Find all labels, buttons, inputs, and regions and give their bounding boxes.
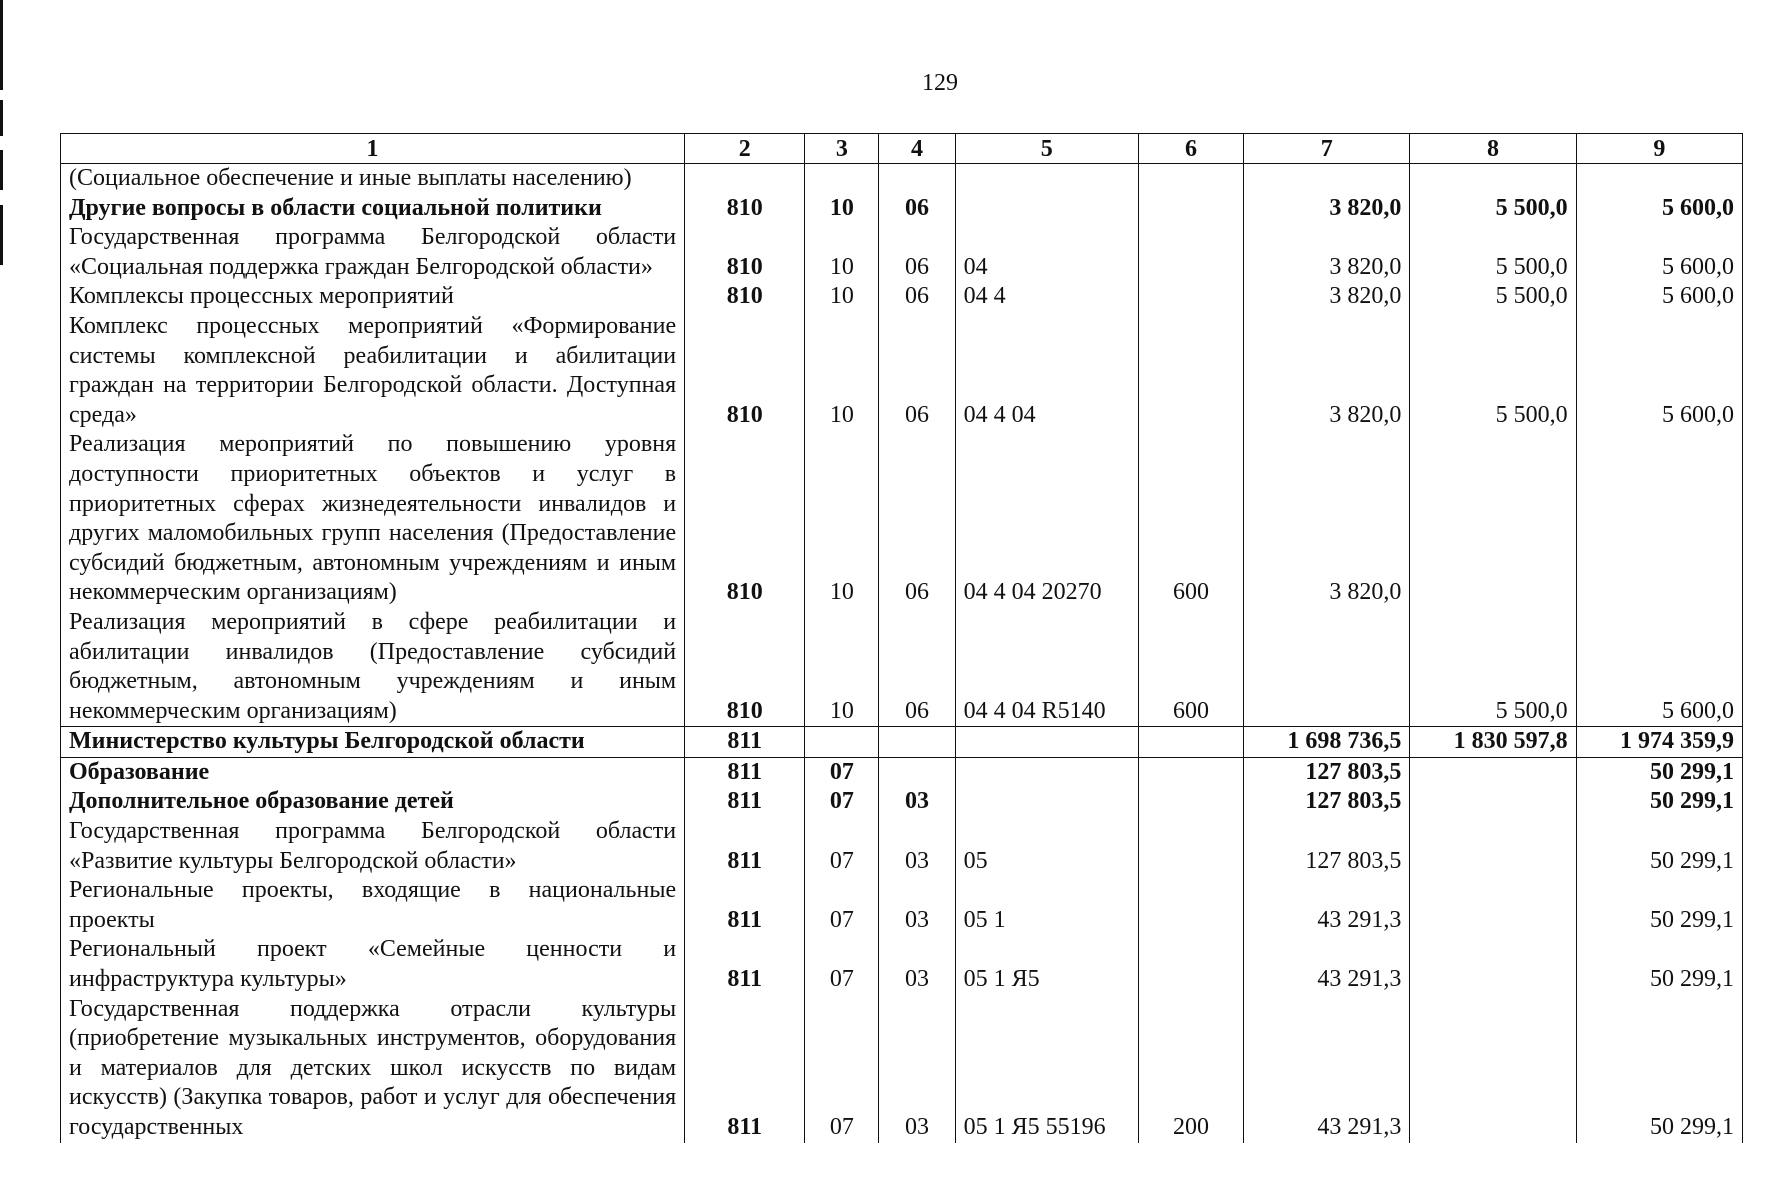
- expense-type-cell: [1138, 757, 1243, 787]
- section-cell: 10: [805, 312, 879, 430]
- amount-year2-cell: 5 500,0: [1410, 223, 1576, 282]
- section-cell: 07: [805, 935, 879, 994]
- expense-type-cell: [1138, 164, 1243, 194]
- table-header: [61, 134, 1743, 164]
- scan-margin-line: [0, 150, 3, 190]
- section-cell: 07: [805, 995, 879, 1143]
- amount-year1-cell: 3 820,0: [1244, 194, 1410, 224]
- section-cell: 07: [805, 757, 879, 787]
- description-cell: Реализация мероприятий по повышению уровня доступности приоритетных объектов и услуг в приоритетных сферах жизнедеятельности инвалидов и других маломобильных групп населения (Предоставление субсидий бюджетным, автономным учреждениям и иным некоммерческим организациям): [61, 430, 685, 608]
- amount-year1-cell: 3 820,0: [1244, 430, 1410, 608]
- budget-table: [60, 133, 1743, 1143]
- description-cell: Государственная поддержка отрасли культуры (приобретение музыкальных инструментов, оборудования и материалов для детских школ искусств по видам искусств) (Закупка товаров, работ и услуг для обеспечения государственных: [61, 995, 685, 1143]
- target-article-cell: 04: [955, 223, 1138, 282]
- amount-year3-cell: [1576, 430, 1742, 608]
- target-article-cell: 05: [955, 817, 1138, 876]
- ministry-code-cell: 811: [685, 787, 805, 817]
- amount-year3-cell: 5 600,0: [1576, 194, 1742, 224]
- table-row: [61, 223, 1743, 282]
- column-header: 5: [955, 134, 1138, 164]
- amount-year2-cell: 5 500,0: [1410, 194, 1576, 224]
- amount-year1-cell: 3 820,0: [1244, 223, 1410, 282]
- ministry-code-cell: 811: [685, 757, 805, 787]
- target-article-cell: [955, 787, 1138, 817]
- section-cell: 10: [805, 430, 879, 608]
- target-article-cell: [955, 194, 1138, 224]
- amount-year1-cell: [1244, 608, 1410, 727]
- target-article-cell: [955, 757, 1138, 787]
- expense-type-cell: 600: [1138, 430, 1243, 608]
- subsection-cell: 03: [879, 995, 955, 1143]
- ministry-code-cell: 810: [685, 223, 805, 282]
- subsection-cell: 03: [879, 787, 955, 817]
- expense-type-cell: 200: [1138, 995, 1243, 1143]
- amount-year2-cell: [1410, 430, 1576, 608]
- amount-year2-cell: 5 500,0: [1410, 282, 1576, 312]
- amount-year1-cell: 3 820,0: [1244, 312, 1410, 430]
- subsection-cell: 06: [879, 223, 955, 282]
- table-row: [61, 282, 1743, 312]
- amount-year2-cell: 5 500,0: [1410, 608, 1576, 727]
- amount-year1-cell: 43 291,3: [1244, 876, 1410, 935]
- subsection-cell: 06: [879, 430, 955, 608]
- expense-type-cell: 600: [1138, 608, 1243, 727]
- column-header: 2: [685, 134, 805, 164]
- description-cell: Комплексы процессных мероприятий: [61, 282, 685, 312]
- ministry-code-cell: 811: [685, 817, 805, 876]
- amount-year2-cell: [1410, 817, 1576, 876]
- amount-year2-cell: 1 830 597,8: [1410, 727, 1576, 758]
- subsection-cell: 06: [879, 282, 955, 312]
- target-article-cell: 04 4: [955, 282, 1138, 312]
- description-cell: Министерство культуры Белгородской области: [61, 727, 685, 758]
- column-header: 3: [805, 134, 879, 164]
- scan-margin-line: [0, 100, 3, 136]
- target-article-cell: 04 4 04 20270: [955, 430, 1138, 608]
- target-article-cell: 04 4 04 R5140: [955, 608, 1138, 727]
- amount-year3-cell: 1 974 359,9: [1576, 727, 1742, 758]
- table-body: [61, 164, 1743, 1143]
- amount-year2-cell: [1410, 995, 1576, 1143]
- target-article-cell: 05 1 Я5: [955, 935, 1138, 994]
- subsection-cell: 06: [879, 194, 955, 224]
- target-article-cell: [955, 727, 1138, 758]
- table-row: [61, 787, 1743, 817]
- amount-year2-cell: [1410, 876, 1576, 935]
- column-header: 8: [1410, 134, 1576, 164]
- table-row: [61, 430, 1743, 608]
- description-cell: Государственная программа Белгородской области «Социальная поддержка граждан Белгородской области»: [61, 223, 685, 282]
- target-article-cell: 05 1: [955, 876, 1138, 935]
- subsection-cell: [879, 164, 955, 194]
- expense-type-cell: [1138, 727, 1243, 758]
- column-header: 1: [61, 134, 685, 164]
- table-row: [61, 876, 1743, 935]
- ministry-code-cell: 810: [685, 282, 805, 312]
- table-row: [61, 164, 1743, 194]
- description-cell: Комплекс процессных мероприятий «Формирование системы комплексной реабилитации и абилитации граждан на территории Белгородской области. Доступная среда»: [61, 312, 685, 430]
- ministry-code-cell: 810: [685, 312, 805, 430]
- section-cell: 10: [805, 194, 879, 224]
- amount-year1-cell: 127 803,5: [1244, 787, 1410, 817]
- section-cell: [805, 727, 879, 758]
- amount-year3-cell: 5 600,0: [1576, 608, 1742, 727]
- section-cell: 10: [805, 223, 879, 282]
- amount-year2-cell: [1410, 757, 1576, 787]
- section-cell: 07: [805, 876, 879, 935]
- section-cell: 10: [805, 608, 879, 727]
- subsection-cell: 03: [879, 935, 955, 994]
- amount-year2-cell: [1410, 164, 1576, 194]
- subsection-cell: 03: [879, 817, 955, 876]
- target-article-cell: [955, 164, 1138, 194]
- description-cell: (Социальное обеспечение и иные выплаты населению): [61, 164, 685, 194]
- expense-type-cell: [1138, 787, 1243, 817]
- subsection-cell: 06: [879, 312, 955, 430]
- description-cell: Государственная программа Белгородской области «Развитие культуры Белгородской области»: [61, 817, 685, 876]
- target-article-cell: 05 1 Я5 55196: [955, 995, 1138, 1143]
- ministry-code-cell: 811: [685, 876, 805, 935]
- amount-year3-cell: 50 299,1: [1576, 787, 1742, 817]
- amount-year3-cell: 50 299,1: [1576, 876, 1742, 935]
- table-row-ministry: [61, 727, 1743, 758]
- amount-year2-cell: [1410, 787, 1576, 817]
- expense-type-cell: [1138, 935, 1243, 994]
- column-header: 6: [1138, 134, 1243, 164]
- amount-year1-cell: 43 291,3: [1244, 995, 1410, 1143]
- description-cell: Образование: [61, 757, 685, 787]
- subsection-cell: [879, 727, 955, 758]
- table-row: [61, 817, 1743, 876]
- table-row: [61, 608, 1743, 727]
- expense-type-cell: [1138, 194, 1243, 224]
- amount-year1-cell: 127 803,5: [1244, 817, 1410, 876]
- ministry-code-cell: 811: [685, 935, 805, 994]
- description-cell: Региональные проекты, входящие в национальные проекты: [61, 876, 685, 935]
- table-row: [61, 935, 1743, 994]
- ministry-code-cell: 810: [685, 608, 805, 727]
- amount-year3-cell: 50 299,1: [1576, 995, 1742, 1143]
- description-cell: Региональный проект «Семейные ценности и инфраструктура культуры»: [61, 935, 685, 994]
- amount-year1-cell: 127 803,5: [1244, 757, 1410, 787]
- table-row: [61, 757, 1743, 787]
- table-row: [61, 312, 1743, 430]
- description-cell: Дополнительное образование детей: [61, 787, 685, 817]
- amount-year1-cell: 3 820,0: [1244, 282, 1410, 312]
- section-cell: 07: [805, 817, 879, 876]
- ministry-code-cell: 811: [685, 995, 805, 1143]
- scan-margin-line: [0, 205, 3, 265]
- description-cell: Другие вопросы в области социальной политики: [61, 194, 685, 224]
- section-cell: 07: [805, 787, 879, 817]
- expense-type-cell: [1138, 876, 1243, 935]
- column-header: 4: [879, 134, 955, 164]
- section-cell: 10: [805, 282, 879, 312]
- column-header: 7: [1244, 134, 1410, 164]
- description-cell: Реализация мероприятий в сфере реабилитации и абилитации инвалидов (Предоставление субсидий бюджетным, автономным учреждениям и иным некоммерческим организациям): [61, 608, 685, 727]
- amount-year2-cell: 5 500,0: [1410, 312, 1576, 430]
- amount-year3-cell: 50 299,1: [1576, 935, 1742, 994]
- subsection-cell: [879, 757, 955, 787]
- column-header: 9: [1576, 134, 1742, 164]
- table-row: [61, 194, 1743, 224]
- amount-year2-cell: [1410, 935, 1576, 994]
- amount-year3-cell: 5 600,0: [1576, 312, 1742, 430]
- expense-type-cell: [1138, 282, 1243, 312]
- section-cell: [805, 164, 879, 194]
- expense-type-cell: [1138, 312, 1243, 430]
- page-number: 129: [922, 70, 958, 96]
- amount-year1-cell: [1244, 164, 1410, 194]
- amount-year3-cell: 5 600,0: [1576, 223, 1742, 282]
- ministry-code-cell: 810: [685, 194, 805, 224]
- subsection-cell: 06: [879, 608, 955, 727]
- expense-type-cell: [1138, 817, 1243, 876]
- ministry-code-cell: 811: [685, 727, 805, 758]
- expense-type-cell: [1138, 223, 1243, 282]
- amount-year3-cell: 5 600,0: [1576, 282, 1742, 312]
- subsection-cell: 03: [879, 876, 955, 935]
- ministry-code-cell: [685, 164, 805, 194]
- amount-year3-cell: [1576, 164, 1742, 194]
- amount-year3-cell: 50 299,1: [1576, 817, 1742, 876]
- table-row: [61, 995, 1743, 1143]
- amount-year1-cell: 43 291,3: [1244, 935, 1410, 994]
- target-article-cell: 04 4 04: [955, 312, 1138, 430]
- amount-year3-cell: 50 299,1: [1576, 757, 1742, 787]
- amount-year1-cell: 1 698 736,5: [1244, 727, 1410, 758]
- ministry-code-cell: 810: [685, 430, 805, 608]
